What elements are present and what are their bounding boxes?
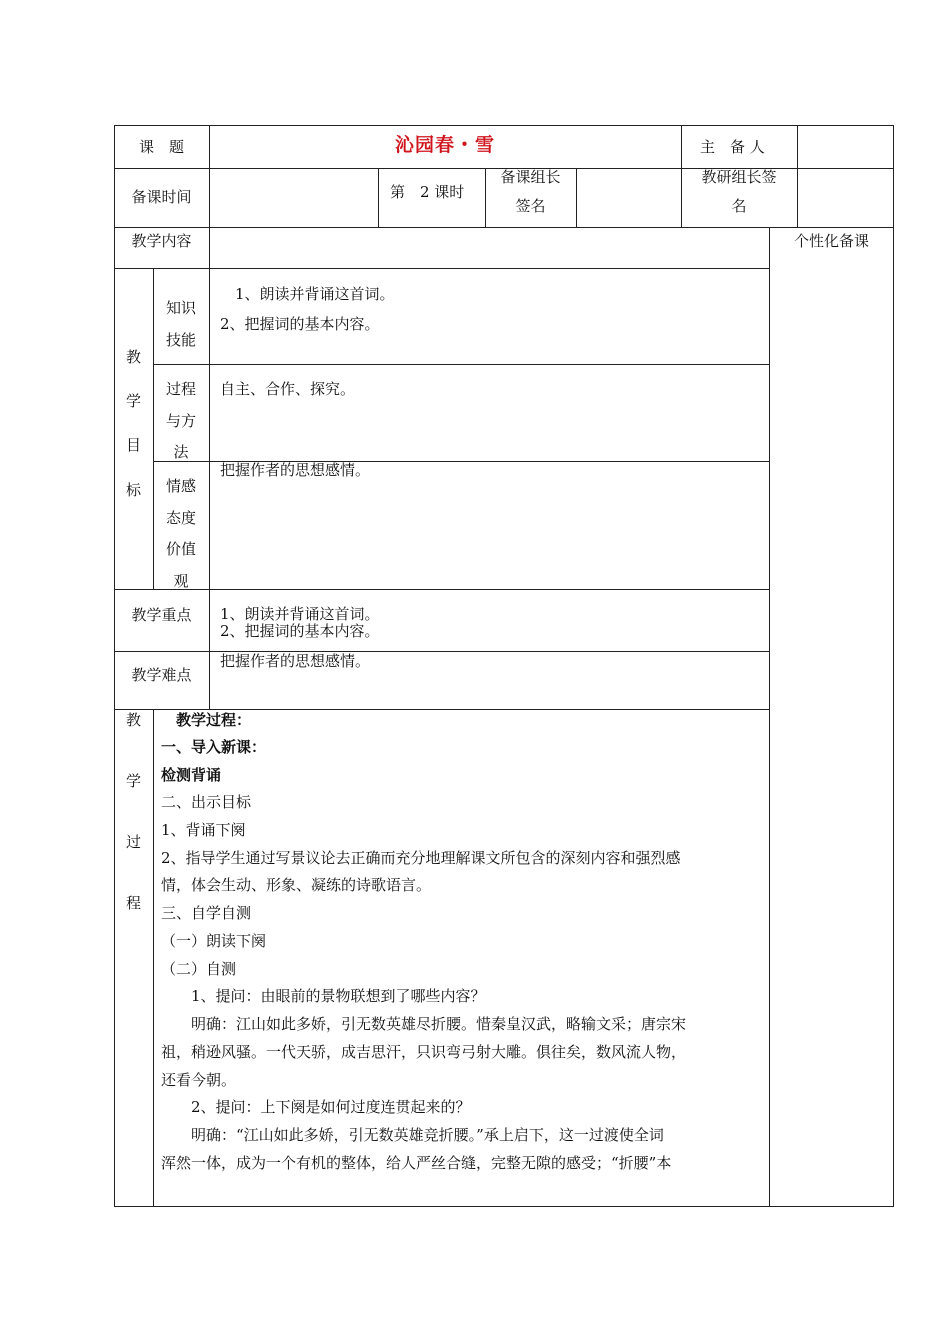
table-border [114, 709, 770, 710]
process-line: 一、导入新课： [161, 738, 267, 756]
emotion-label-line4: 观 [173, 572, 189, 590]
group-leader-sign-line1: 备课组长 [500, 168, 561, 186]
personalized-prep-label: 个性化备课 [793, 232, 869, 250]
emotion-text: 把握作者的思想感情。 [220, 461, 371, 479]
table-border [114, 589, 770, 590]
difficulties-text: 把握作者的思想感情。 [220, 652, 371, 670]
process-label-line3: 法 [173, 443, 189, 461]
objectives-label-char: 目 [126, 436, 142, 454]
process-line: 检测背诵 [161, 766, 222, 784]
emotion-label-line3: 价值 [165, 540, 196, 558]
key-point-item: 2、把握词的基本内容。 [220, 622, 380, 640]
process-line: 2、提问：上下阕是如何过度连贯起来的？ [161, 1098, 471, 1116]
knowledge-label-line2: 技能 [165, 331, 196, 349]
emotion-label-line1: 情感 [165, 477, 196, 495]
table-border [153, 709, 154, 1207]
table-border [769, 227, 770, 1207]
objectives-label-char: 教 [126, 348, 142, 366]
objectives-label-char: 标 [126, 481, 142, 499]
process-line: 浑然一体，成为一个有机的整体，给人严丝合缝，完整无隙的感受；“折腰”本 [161, 1154, 672, 1172]
content-label: 教学内容 [131, 232, 192, 250]
knowledge-item: 2、把握词的基本内容。 [220, 315, 380, 333]
table-border [114, 1206, 894, 1207]
process-text: 自主、合作、探究。 [220, 380, 356, 398]
table-border [153, 364, 770, 365]
table-border [114, 125, 894, 126]
process-line: 祖，稍逊风骚。一代天骄，成吉思汗，只识弯弓射大雕。俱往矣，数风流人物， [161, 1043, 687, 1061]
process-section-label-char: 过 [126, 833, 142, 851]
research-leader-sign-line1: 教研组长签 [701, 168, 777, 186]
process-line: 明确：江山如此多娇，引无数英雄尽折腰。惜秦皇汉武，略输文采；唐宗宋 [161, 1015, 687, 1033]
research-leader-sign-line2: 名 [731, 197, 747, 215]
table-border [378, 168, 379, 227]
process-line: （二）自测 [161, 960, 237, 978]
process-line: 情，体会生动、形象、凝练的诗歌语言。 [161, 876, 432, 894]
process-line: 二、出示目标 [161, 793, 252, 811]
table-border [209, 268, 210, 709]
knowledge-item: 1、朗读并背诵这首词。 [235, 285, 395, 303]
table-border [797, 125, 798, 227]
process-line: 三、自学自测 [161, 904, 252, 922]
lesson-number: 第 2 课时 [390, 183, 465, 201]
topic-label: 课 题 [138, 138, 184, 156]
table-border [114, 651, 770, 652]
key-point-item: 1、朗读并背诵这首词。 [220, 605, 380, 623]
process-line: 1、提问：由眼前的景物联想到了哪些内容？ [161, 987, 486, 1005]
group-leader-sign-line2: 签名 [515, 197, 546, 215]
process-line: 1、背诵下阕 [161, 821, 246, 839]
table-border [114, 268, 770, 269]
prep-time-label: 备课时间 [131, 188, 192, 206]
key-points-label: 教学重点 [131, 606, 192, 624]
process-section-label-char: 程 [126, 894, 142, 912]
difficulties-label: 教学难点 [131, 666, 192, 684]
process-line: 教学过程： [161, 711, 252, 729]
process-section-label-char: 教 [126, 711, 142, 729]
process-section-label-char: 学 [126, 772, 142, 790]
process-line: （一）朗读下阕 [161, 932, 267, 950]
table-border [576, 168, 577, 227]
table-border [114, 227, 894, 228]
emotion-label-line2: 态度 [165, 509, 196, 527]
process-line: 还看今朝。 [161, 1071, 237, 1089]
objectives-label-char: 学 [126, 392, 142, 410]
preparer-label: 主 备 人 [700, 138, 765, 156]
table-border [893, 125, 894, 1207]
process-label-line1: 过程 [165, 380, 196, 398]
process-line: 明确：“江山如此多娇，引无数英雄竞折腰。”承上启下，这一过渡使全词 [161, 1126, 664, 1144]
knowledge-label-line1: 知识 [165, 299, 196, 317]
process-label-line2: 与方 [165, 412, 196, 430]
lesson-title: 沁园春・雪 [394, 134, 495, 156]
process-line: 2、指导学生通过写景议论去正确而充分地理解课文所包含的深刻内容和强烈感 [161, 849, 681, 867]
